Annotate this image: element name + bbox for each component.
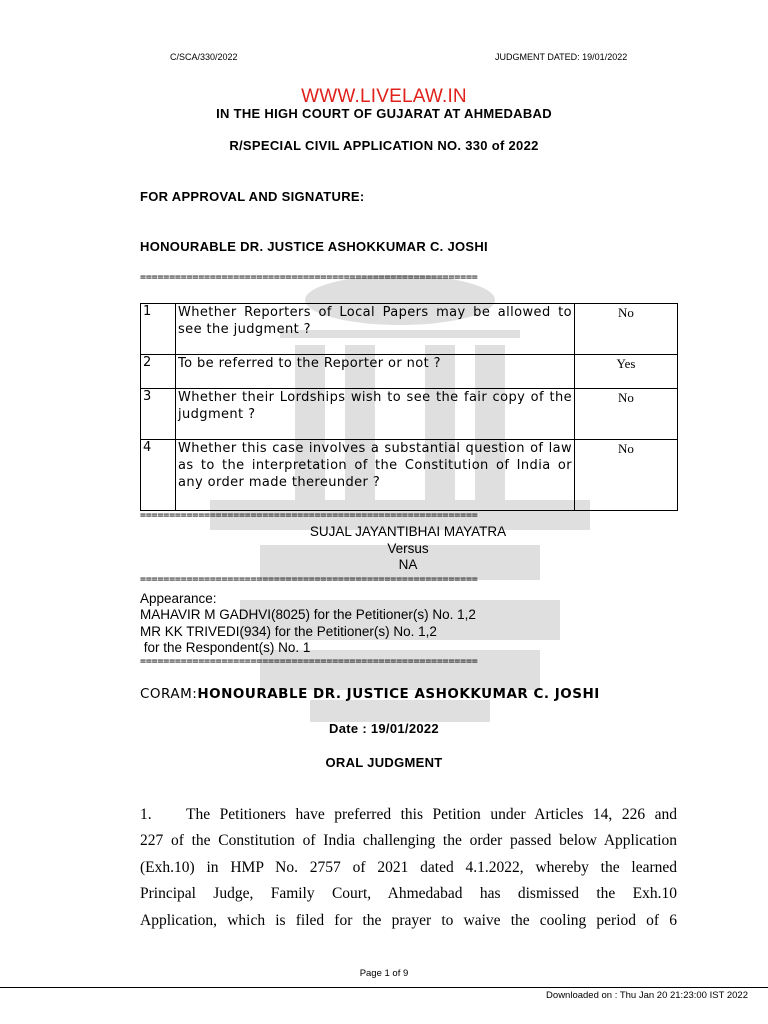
appearance-line: MR KK TRIVEDI(934) for the Petitioner(s) No. 1,2 — [140, 624, 437, 639]
question-number: 3 — [141, 389, 176, 440]
paragraph-line: Principal Judge, Family Court, Ahmedabad has dismissed the Exh.10 — [140, 885, 677, 902]
table-row — [141, 389, 678, 440]
table-row — [141, 355, 678, 389]
paragraph-line: The Petitioners have preferred this Petition under Articles 14, 226 and — [186, 806, 677, 823]
respondent-name: NA — [398, 557, 418, 572]
separator-line: ========================================================== — [140, 656, 478, 667]
table-row — [141, 304, 678, 355]
appearance-line: for the Respondent(s) No. 1 — [140, 640, 311, 655]
separator-line: ========================================================== — [140, 272, 478, 283]
judgment-date: Date : 19/01/2022 — [329, 721, 439, 736]
footer-divider — [0, 987, 768, 988]
application-title: R/SPECIAL CIVIL APPLICATION NO. 330 of 2022 — [229, 138, 539, 153]
appearance-label: Appearance: — [140, 591, 217, 606]
court-title: IN THE HIGH COURT OF GUJARAT AT AHMEDABAD — [216, 106, 552, 121]
question-text: To be referred to the Reporter or not ? — [176, 355, 575, 389]
question-answer: No — [575, 389, 678, 440]
download-timestamp: Downloaded on : Thu Jan 20 21:23:00 IST 2022 — [546, 990, 748, 1001]
paragraph-line: 227 of the Constitution of India challenging the order passed below Application — [140, 832, 677, 849]
question-number: 4 — [141, 440, 176, 511]
paragraph-number: 1. — [140, 806, 152, 823]
question-answer: Yes — [575, 355, 678, 389]
appearance-line: MAHAVIR M GADHVI(8025) for the Petitioner(s) No. 1,2 — [140, 607, 476, 622]
paragraph-line: Application, which is filed for the prayer to waive the cooling period of 6 — [140, 912, 677, 929]
coram-line — [140, 686, 600, 702]
question-text: Whether Reporters of Local Papers may be allowed to see the judgment ? — [176, 304, 575, 355]
case-reference: C/SCA/330/2022 — [170, 52, 238, 62]
question-number: 1 — [141, 304, 176, 355]
paragraph-line: (Exh.10) in HMP No. 2757 of 2021 dated 4.1.2022, whereby the learned — [140, 859, 677, 876]
table-row — [141, 440, 678, 511]
versus-label: Versus — [387, 541, 429, 556]
question-number: 2 — [141, 355, 176, 389]
petitioner-name: SUJAL JAYANTIBHAI MAYATRA — [309, 524, 507, 539]
question-text: Whether this case involves a substantial question of law as to the interpretation of the Constitution of India or any order made thereunder ? — [176, 440, 575, 511]
coram-label: CORAM: — [140, 686, 198, 702]
approval-questions-table — [140, 303, 678, 511]
livelaw-watermark-text: WWW.LIVELAW.IN — [301, 86, 467, 107]
oral-judgment-heading: ORAL JUDGMENT — [325, 755, 443, 770]
question-answer: No — [575, 440, 678, 511]
coram-judge: HONOURABLE DR. JUSTICE ASHOKKUMAR C. JOSHI — [197, 686, 600, 702]
question-answer: No — [575, 304, 678, 355]
separator-line: ========================================================== — [140, 510, 478, 521]
approval-heading: FOR APPROVAL AND SIGNATURE: — [140, 189, 365, 204]
judge-heading: HONOURABLE DR. JUSTICE ASHOKKUMAR C. JOSHI — [140, 239, 488, 254]
question-text: Whether their Lordships wish to see the fair copy of the judgment ? — [176, 389, 575, 440]
separator-line: ========================================================== — [140, 574, 478, 585]
judgment-dated: JUDGMENT DATED: 19/01/2022 — [495, 52, 628, 62]
page-number: Page 1 of 9 — [359, 968, 409, 979]
